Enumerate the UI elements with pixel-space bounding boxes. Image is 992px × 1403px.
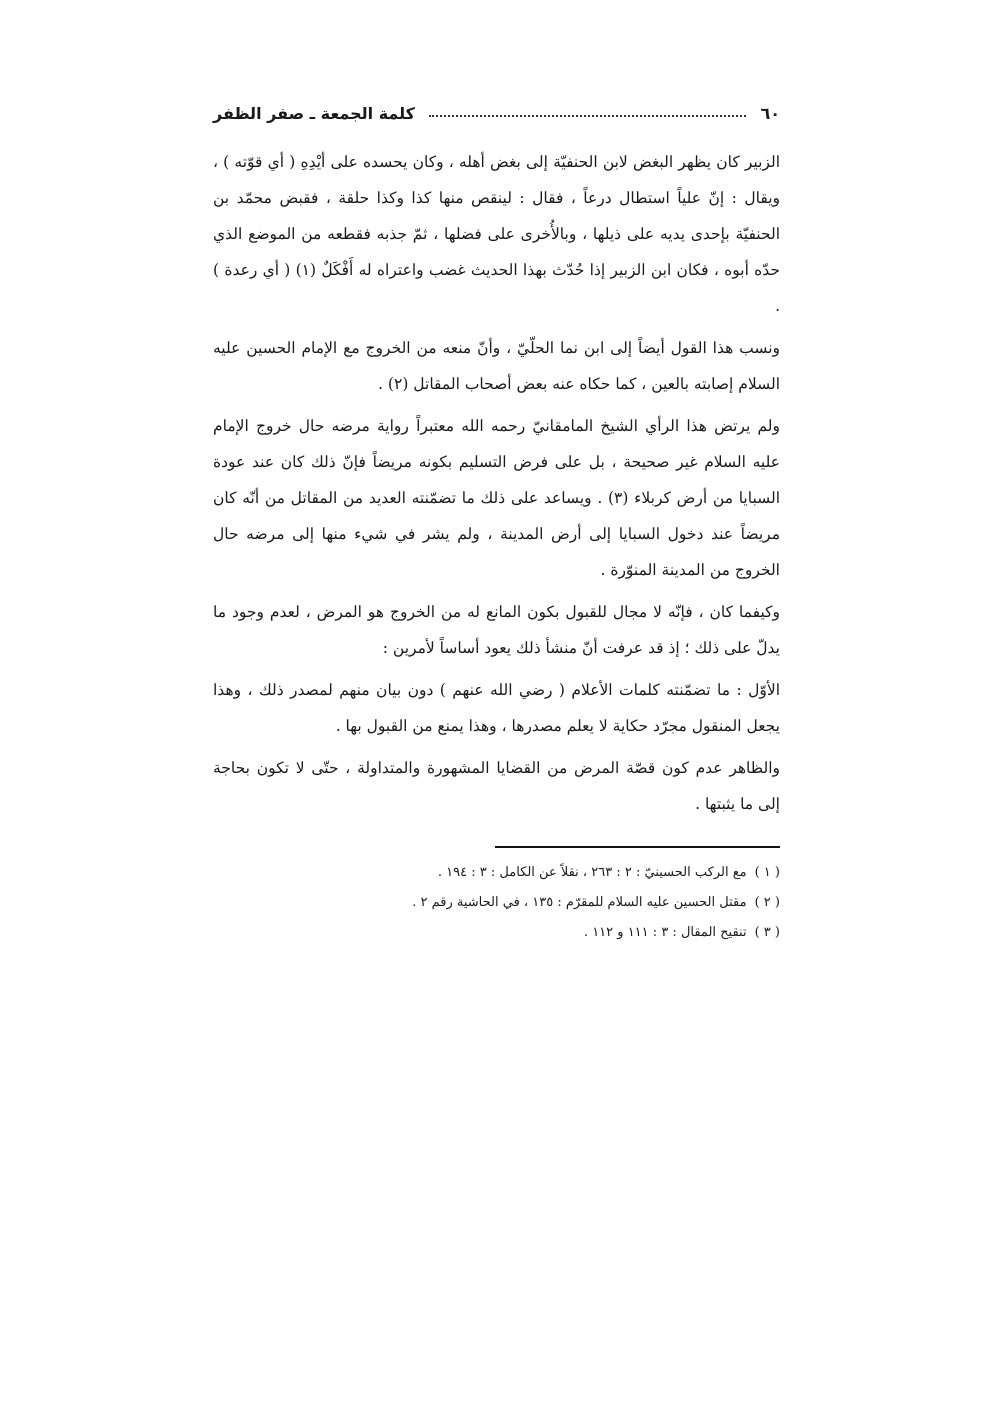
footnote-divider	[495, 846, 780, 848]
paragraph: وكيفما كان ، فإنّه لا مجال للقبول بكون المانع له من الخروج هو المرض ، لعدم وجود ما يدلّ على ذلك ؛ إذ قد عرفت أنّ منشأ ذلك يعود أساساً لأمرين :	[213, 603, 780, 657]
footnote-number: ( ٢ )	[754, 895, 780, 910]
footnote-text: تنقيح المقال : ٣ : ١١١ و ١١٢ .	[583, 925, 747, 940]
footnote-number: ( ٣ )	[754, 925, 780, 940]
header-dotted-leader	[429, 115, 746, 117]
paragraph: والظاهر عدم كون قصّة المرض من القضايا المشهورة والمتداولة ، حتّى لا تكون بحاجة إلى ما يثبتها .	[213, 759, 780, 813]
footnotes	[213, 858, 780, 948]
page-header	[213, 96, 780, 130]
paragraph: ولم يرتض هذا الرأي الشيخ المامقانيّ رحمه الله معتبراً رواية مرضه حال خروج الإمام عليه السلام غير صحيحة ، بل على فرض التسليم بكونه مريضاً فإنّ ذلك كان عند عودة السبايا من أرض كربلاء (٣) . ويساعد على ذلك ما تضمّنته العديد من المقاتل من أنّه كان مريضاً عند دخول السبايا إلى أرض المدينة ، ولم يشر في شيء منها إلى مرضه حال الخروج من المدينة المنوّرة .	[213, 417, 781, 579]
running-title: كلمة الجمعة ـ صفر الظفر	[213, 103, 415, 123]
footnote-text: مقتل الحسين عليه السلام للمقرّم : ١٣٥ ، في الحاشية رقم ٢ .	[412, 895, 747, 910]
footnote-number: ( ١ )	[754, 865, 780, 880]
book-page	[213, 96, 780, 948]
footnote-item	[213, 858, 780, 888]
body-text	[213, 144, 780, 822]
paragraph: الزبير كان يظهر البغض لابن الحنفيّة إلى بغض أهله ، وكان يحسده على أيْدِهِ ( أي قوّته ) ، ويقال : إنّ علياً استطال درعاً ، فقال : لينقص منها كذا وكذا حلقة ، فقبض محمّد بن الحنفيّة بإحدى يديه على ذيلها ، وبالأُخرى على فضلها ، ثمّ جذبه فقطعه من الموضع الذي حدّه أبوه ، فكان ابن الزبير إذا حُدّث بهذا الحديث غضب واعتراه له أَفْكَلٌ (١) ( أي رعدة ) .	[213, 153, 780, 315]
page-number: ٦٠	[760, 103, 780, 123]
paragraph: الأوّل : ما تضمّنته كلمات الأعلام ( رضي الله عنهم ) دون بيان منهم لمصدر ذلك ، وهذا يجعل المنقول مجرّد حكاية لا يعلم مصدرها ، وهذا يمنع من القبول بها .	[213, 681, 780, 735]
footnote-item	[213, 918, 780, 948]
footnote-text: مع الركب الحسينيّ : ٢ : ٢٦٣ ، نقلاً عن الكامل : ٣ : ١٩٤ .	[437, 865, 747, 880]
paragraph: ونسب هذا القول أيضاً إلى ابن نما الحلّيّ ، وأنّ منعه من الخروج مع الإمام الحسين عليه السلام إصابته بالعين ، كما حكاه عنه بعض أصحاب المقاتل (٢) .	[213, 339, 780, 393]
footnote-item	[213, 888, 780, 918]
